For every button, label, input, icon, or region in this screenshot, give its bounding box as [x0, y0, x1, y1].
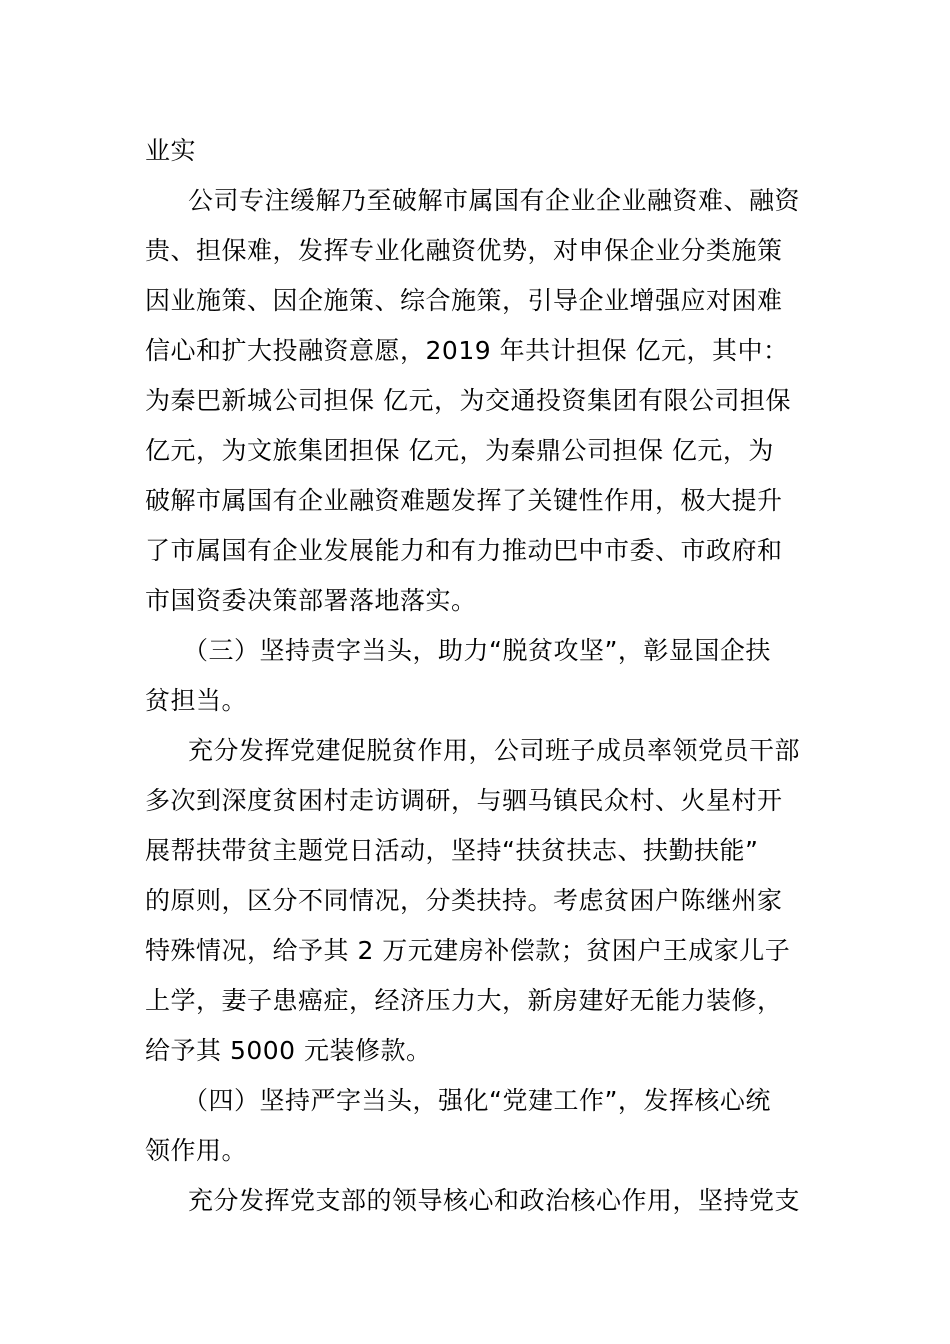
text-line: 给予其 5000 元装修款。 — [145, 1036, 432, 1065]
text-line: 因业施策、因企施策、综合施策，引导企业增强应对困难 — [145, 286, 783, 315]
text-line: 的原则，区分不同情况，分类扶持。考虑贫困户陈继州家 — [145, 886, 783, 915]
text-line: 上学，妻子患癌症，经济压力大，新房建好无能力装修， — [145, 986, 783, 1015]
text-line: 亿元，为文旅集团担保 亿元，为秦鼎公司担保 亿元，为 — [145, 436, 774, 465]
paragraph-first-line: 充分发挥党支部的领导核心和政治核心作用，坚持党支 — [188, 1186, 801, 1215]
text-line: 破解市属国有企业融资难题发挥了关键性作用，极大提升 — [145, 486, 783, 515]
text-line: 为秦巴新城公司担保 亿元，为交通投资集团有限公司担保 — [145, 386, 791, 415]
text-line: 市国资委决策部署落地落实。 — [145, 586, 477, 615]
paragraph-first-line: 公司专注缓解乃至破解市属国有企业企业融资难、融资 — [188, 186, 801, 215]
text-line: 贫担当。 — [145, 686, 248, 715]
section-heading-3: （三）坚持责字当头，助力“脱贫攻坚”，彰显国企扶 — [183, 636, 771, 665]
text-line: 多次到深度贫困村走访调研，与驷马镇民众村、火星村开 — [145, 786, 783, 815]
text-line: 贵、担保难，发挥专业化融资优势，对申保企业分类施策 — [145, 236, 783, 265]
section-heading-4: （四）坚持严字当头，强化“党建工作”，发挥核心统 — [183, 1086, 771, 1115]
text-line: 展帮扶带贫主题党日活动，坚持“扶贫扶志、扶勤扶能” — [145, 836, 759, 865]
paragraph-first-line: 充分发挥党建促脱贫作用，公司班子成员率领党员干部 — [188, 736, 801, 765]
text-line: 业实 — [145, 136, 197, 165]
text-line: 特殊情况，给予其 2 万元建房补偿款；贫困户王成家儿子 — [145, 936, 791, 965]
text-line: 信心和扩大投融资意愿，2019 年共计担保 亿元，其中： — [145, 336, 789, 365]
text-line: 了市属国有企业发展能力和有力推动巴中市委、市政府和 — [145, 536, 783, 565]
text-line: 领作用。 — [145, 1136, 248, 1165]
